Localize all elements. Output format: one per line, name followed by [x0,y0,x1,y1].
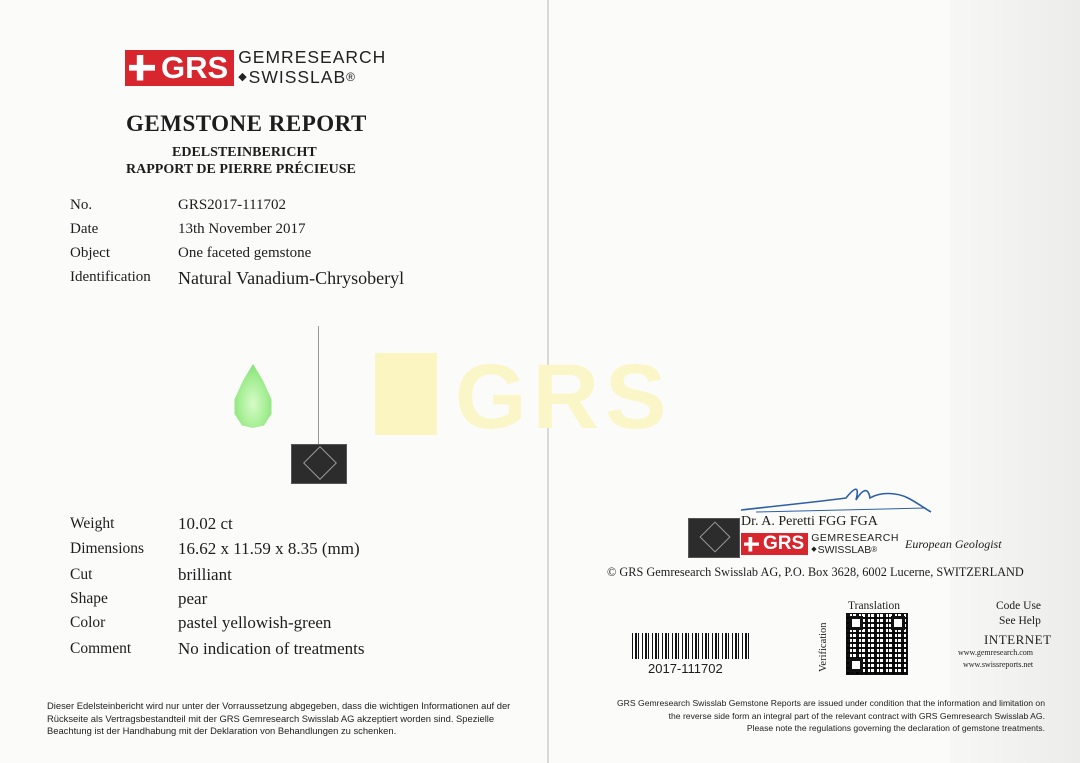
grs-logo [125,49,386,86]
disclaimer-en-line: GRS Gemresearch Swisslab Gemstone Reports are issued under condition that the information and limitation on [617,698,1045,708]
field-label-shape: Shape [70,590,108,607]
field-value-dimensions: 16.62 x 11.59 x 8.35 (mm) [178,539,360,558]
field-label-dimensions: Dimensions [70,540,145,557]
internet-url-swissreports[interactable]: www.swissreports.net [963,660,1034,669]
grs-logo-small [741,533,899,555]
report-subtitle-de: EDELSTEINBERICHT [172,145,317,160]
disclaimer-de-line: Rückseite als Vertragsbestandteil mit der GRS Gemresearch Swisslab AG akzeptiert worden sind. Spezielle [47,712,495,724]
logo-line-gemresearch: GEMRESEARCH [238,47,387,67]
signer-name: Dr. A. Peretti FGG FGA [741,514,878,529]
field-label-date: Date [70,221,99,237]
logo-line-swisslab: SWISSLAB [248,66,347,87]
grs-logo-small-mark [741,533,808,555]
field-label-color: Color [70,614,106,631]
field-value-color: pastel yellowish-green [178,613,332,632]
signer-title: European Geologist [905,537,1002,551]
field-value-cut: brilliant [178,565,232,584]
report-barcode [632,633,750,659]
report-title: GEMSTONE REPORT [126,111,367,136]
signature-drawing [736,478,936,518]
disclaimer-en-line: the reverse side form an integral part of the relevant contract with GRS Gemresearch Swisslab AG. [668,710,1045,721]
field-label-comment: Comment [70,640,132,657]
registered-mark: ® [346,70,355,85]
field-value-shape: pear [178,589,208,608]
disclaimer-en [598,697,1045,735]
barcode-number: 2017-111702 [648,661,723,676]
hologram-seal-icon-small [688,518,740,558]
logo-small-line-gemresearch: GEMRESEARCH [811,532,899,544]
disclaimer-de [47,700,510,738]
grs-logo-small-letters: GRS [763,533,805,554]
translation-qr-code[interactable] [846,613,908,675]
report-subtitle-fr: RAPPORT DE PIERRE PRÉCIEUSE [126,162,356,177]
grs-logo-mark [125,50,234,86]
logo-small-line-swisslab: SWISSLAB [817,543,872,556]
field-label-number: No. [70,197,93,213]
grs-logo-letters: GRS [161,49,229,85]
field-value-comment: No indication of treatments [178,639,365,658]
field-label-identification: Identification [70,269,151,285]
swiss-cross-icon-small [744,537,759,552]
help-see-help: See Help [999,615,1041,627]
field-value-object: One faceted gemstone [178,245,312,261]
internet-url-gemresearch[interactable]: www.gemresearch.com [958,648,1034,657]
internet-label: INTERNET [984,632,1052,647]
verification-label: Verification [818,622,829,672]
scale-line [318,326,319,444]
hologram-seal-icon [291,444,347,484]
diamond-icon: ◆ [238,70,247,83]
disclaimer-de-line: Dieser Edelsteinbericht wird nur unter der Vorraussetzung abgegeben, dass die wichtigen Informationen auf der [47,700,511,711]
swiss-cross-icon [129,55,155,81]
watermark-cross-icon [375,353,437,435]
field-value-identification: Natural Vanadium-Chrysoberyl [178,268,405,288]
field-label-object: Object [70,245,110,261]
watermark-text: GRS [455,346,673,448]
field-value-number: GRS2017-111702 [178,197,287,213]
field-value-date: 13th November 2017 [178,221,306,237]
copyright-line: © GRS Gemresearch Swisslab AG, P.O. Box 3628, 6002 Lucerne, SWITZERLAND [607,565,1024,579]
field-label-cut: Cut [70,566,93,583]
registered-mark-small: ® [871,544,878,554]
field-value-weight: 10.02 ct [178,514,233,533]
disclaimer-en-line: Please note the regulations governing the declaration of gemstone treatments. [746,723,1045,734]
field-label-weight: Weight [70,515,115,532]
diamond-icon-small: ◆ [811,546,817,554]
translation-label: Translation [848,600,900,612]
help-code-use: Code Use [996,600,1042,612]
disclaimer-de-line: Beachtung ist der Handhabung mit der Deklaration von Behandlungen zu schenken. [47,725,397,737]
